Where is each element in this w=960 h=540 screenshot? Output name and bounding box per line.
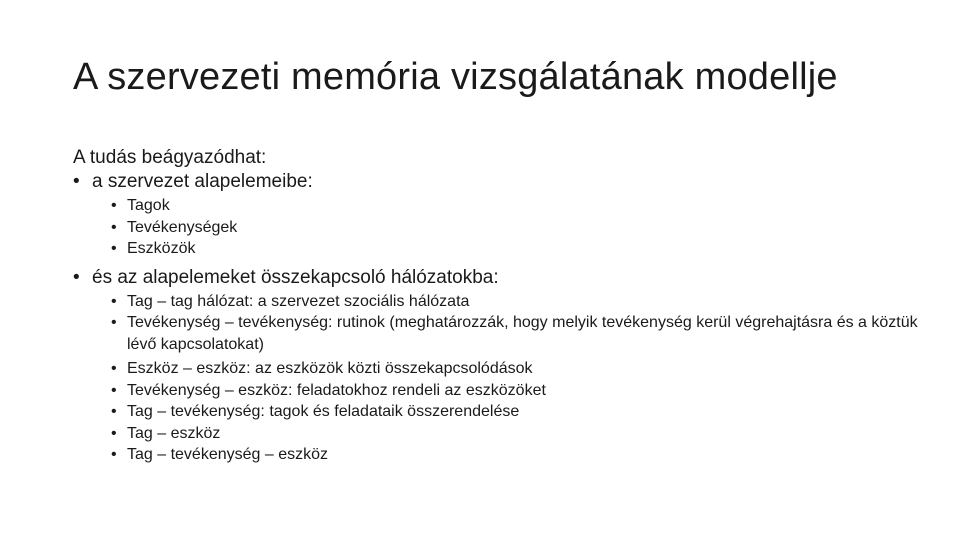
- bullet: •: [73, 266, 80, 288]
- bullet: •: [111, 424, 117, 442]
- bullet: •: [111, 446, 117, 463]
- section-label: a szervezet alapelemeibe:: [92, 171, 313, 192]
- sublist-item-text: Tag – tevékenység – eszköz: [127, 446, 329, 463]
- list-item-elements: [73, 170, 933, 194]
- sublist-item-text: Tag – tevékenység: tagok és feladataik összerendelése: [127, 403, 520, 420]
- top-level-list: [73, 266, 933, 290]
- sublist-item: [111, 312, 933, 358]
- sublist-item-text: Eszközök: [127, 240, 196, 257]
- bullet: •: [111, 403, 117, 420]
- top-level-list: [73, 170, 933, 194]
- bullet: •: [111, 360, 117, 377]
- bullet: •: [73, 171, 80, 192]
- section-label: és az alapelemeket összekapcsoló hálózatokba:: [92, 266, 499, 288]
- sublist-item-text: Tag – tag hálózat: a szervezet szociális hálózata: [127, 292, 470, 310]
- list-item-networks: [73, 266, 933, 290]
- bullet: •: [111, 218, 117, 236]
- sublist-item-text: Eszköz – eszköz: az eszközök közti összekapcsolódások: [127, 360, 533, 377]
- bullet: •: [111, 240, 117, 257]
- sublist-item: [111, 358, 933, 380]
- slide-body: [73, 146, 933, 472]
- networks-sublist: [73, 291, 933, 466]
- sublist-item-text: Tevékenységek: [127, 218, 238, 236]
- sublist-item: [111, 195, 933, 217]
- intro-text: A tudás beágyazódhat:: [73, 147, 267, 168]
- bullet: •: [111, 197, 117, 214]
- sublist-item: [111, 238, 933, 260]
- sublist-item: [111, 291, 933, 313]
- bullet: •: [111, 292, 117, 310]
- sublist-item-text: Tevékenység – eszköz: feladatokhoz rendeli az eszközöket: [127, 381, 546, 399]
- sublist-item-text: Tagok: [127, 197, 170, 214]
- sublist-item: [111, 217, 933, 239]
- slide-title: A szervezeti memória vizsgálatának modellje: [73, 56, 838, 98]
- sublist-item-text: Tevékenység – tevékenység: rutinok (meghatározzák, hogy melyik tevékenység kerül végrehajtásra és a köztük lévő kapcsolatokat): [127, 314, 918, 353]
- bullet: •: [111, 381, 117, 399]
- sublist-item: [111, 380, 933, 402]
- sublist-item-text: Tag – eszköz: [127, 424, 221, 442]
- bullet: •: [111, 314, 117, 331]
- sublist-item: [111, 444, 933, 466]
- sublist-item: [111, 423, 933, 445]
- sublist-item: [111, 401, 933, 423]
- elements-sublist: [73, 195, 933, 260]
